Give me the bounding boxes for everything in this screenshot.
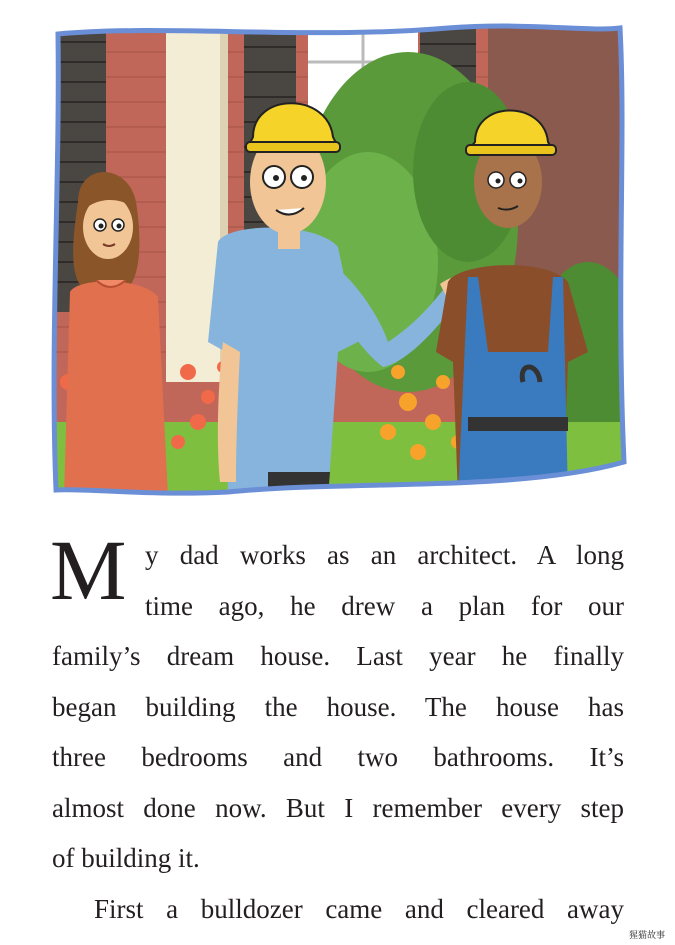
text-line: began building the house. The house has <box>52 691 624 722</box>
text-line: time ago, he drew a plan for our <box>145 590 624 621</box>
text-line: First a bulldozer came and cleared away <box>94 893 624 924</box>
text-line: almost done now. But I remember every step <box>52 792 624 823</box>
paragraph-1 <box>50 522 624 884</box>
text-line: of building it. <box>52 843 200 873</box>
text-line: three bedrooms and two bathrooms. It’s <box>52 742 624 772</box>
text-line: y dad works as an architect. A long <box>145 540 624 570</box>
paragraph-2 <box>52 884 624 935</box>
illustration-svg <box>48 22 628 497</box>
story-illustration <box>48 22 628 497</box>
drop-cap: M <box>50 522 127 618</box>
story-text <box>50 522 624 934</box>
text-line: family’s dream house. Last year he finally <box>52 641 624 671</box>
watermark: 猩猫故事 <box>628 931 665 941</box>
